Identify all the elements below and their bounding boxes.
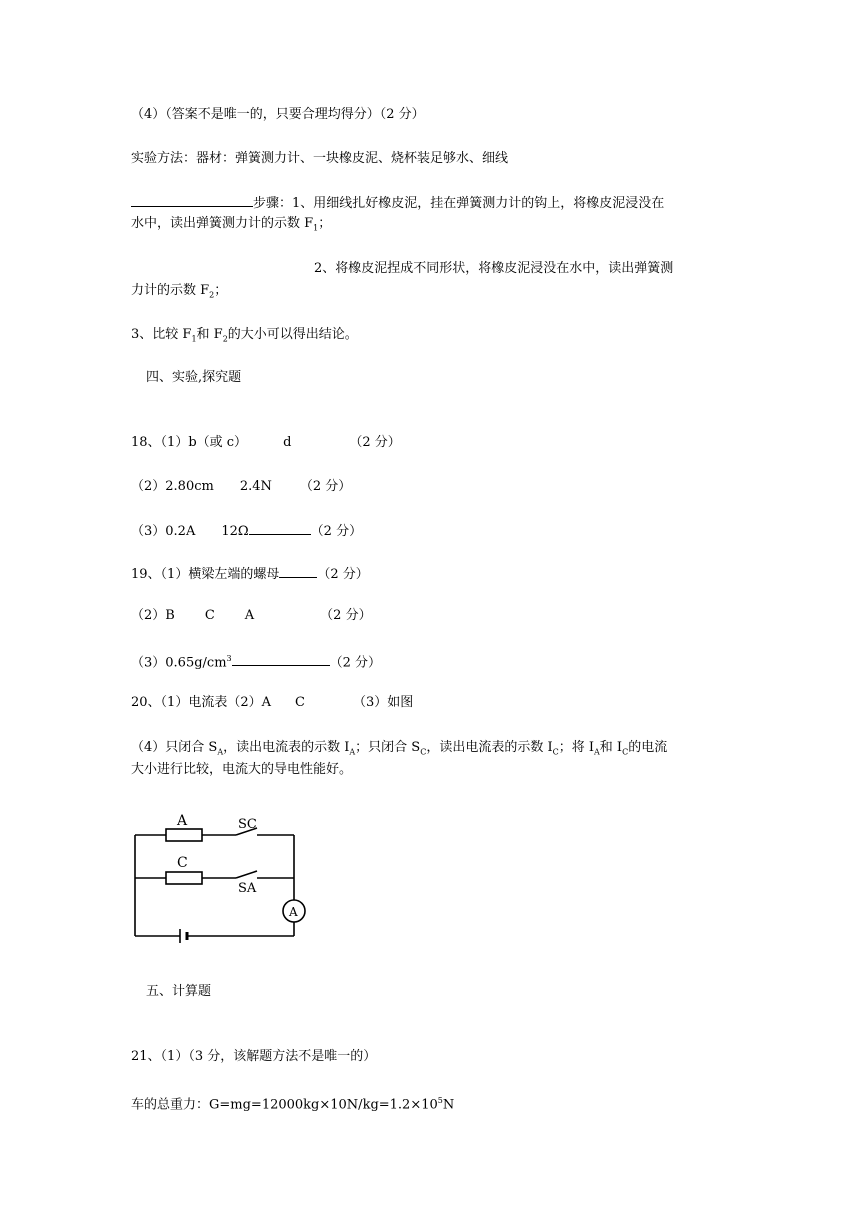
- label-sa: SA: [238, 881, 257, 896]
- section-4-title: 四、实验,探究题: [146, 370, 242, 385]
- q19-line-2: （2）B C A （2 分）: [131, 608, 372, 623]
- q20-line-3: 大小进行比较，电流大的导电性能好。: [131, 762, 353, 777]
- blank-line: [249, 521, 311, 535]
- label-a: A: [177, 813, 188, 829]
- q20-line-2: （4）只闭合 $S_A$，读出电流表的示数 $I_A$；只闭合 $S_C$，读出电流表的示数 $I_C$；将 $I_A$和 $I_C$的电流: [131, 740, 668, 757]
- step1-line-b: 水中，读出弹簧测力计的示数 $F_1$；: [131, 216, 332, 233]
- step1-line-a: 步骤：1、用细线扎好橡皮泥，挂在弹簧测力计的钩上，将橡皮泥浸没在: [131, 193, 664, 213]
- step2-line-a: 2、将橡皮泥捏成不同形状，将橡皮泥浸没在水中，读出弹簧测: [314, 261, 674, 276]
- q20-line-1: 20、（1）电流表（2）A C （3）如图: [131, 695, 414, 710]
- blank-line: [131, 193, 253, 207]
- step3-line: 3、比较 $F_1$和 $F_2$的大小可以得出结论。: [131, 327, 358, 344]
- blank-line: [232, 652, 330, 666]
- q19-line-3: $(3)0.65g/cm^3$ （2 分）: [131, 654, 382, 671]
- section-5-title: 五、计算题: [146, 984, 212, 999]
- q21-line-1: 21、（1）（3 分，该解题方法不是唯一的）: [131, 1049, 377, 1064]
- circuit-diagram: [128, 808, 308, 950]
- switch-sa: [236, 871, 257, 878]
- label-c: C: [177, 855, 188, 871]
- q21-line-2: 车的总重力：$G=mg=12000kg\times 10N/kg=1.2\times 10^5N$: [131, 1096, 455, 1113]
- answer-4-heading: （4）（答案不是唯一的，只要合理均得分）（2 分）: [131, 107, 425, 122]
- resistor-c: [166, 872, 202, 884]
- q18-line-3: （3）0.2A 12Ω （2 分）: [131, 521, 362, 541]
- q18-line-1: 18、（1）b（或 c） d （2 分）: [131, 435, 401, 450]
- q19-line-1: 19、（1）横梁左端的螺母 （2 分）: [131, 564, 369, 584]
- step2-line-b: 力计的示数 $F_2$；: [131, 283, 228, 300]
- label-sc: SC: [238, 817, 257, 832]
- blank-line: [279, 564, 317, 578]
- method-line: 实验方法：器材：弹簧测力计、一块橡皮泥、烧杯装足够水、细线: [131, 151, 509, 166]
- q18-line-2: （2）2.80cm 2.4N （2 分）: [131, 479, 352, 494]
- resistor-a: [166, 829, 202, 841]
- meter-label: A: [289, 905, 298, 919]
